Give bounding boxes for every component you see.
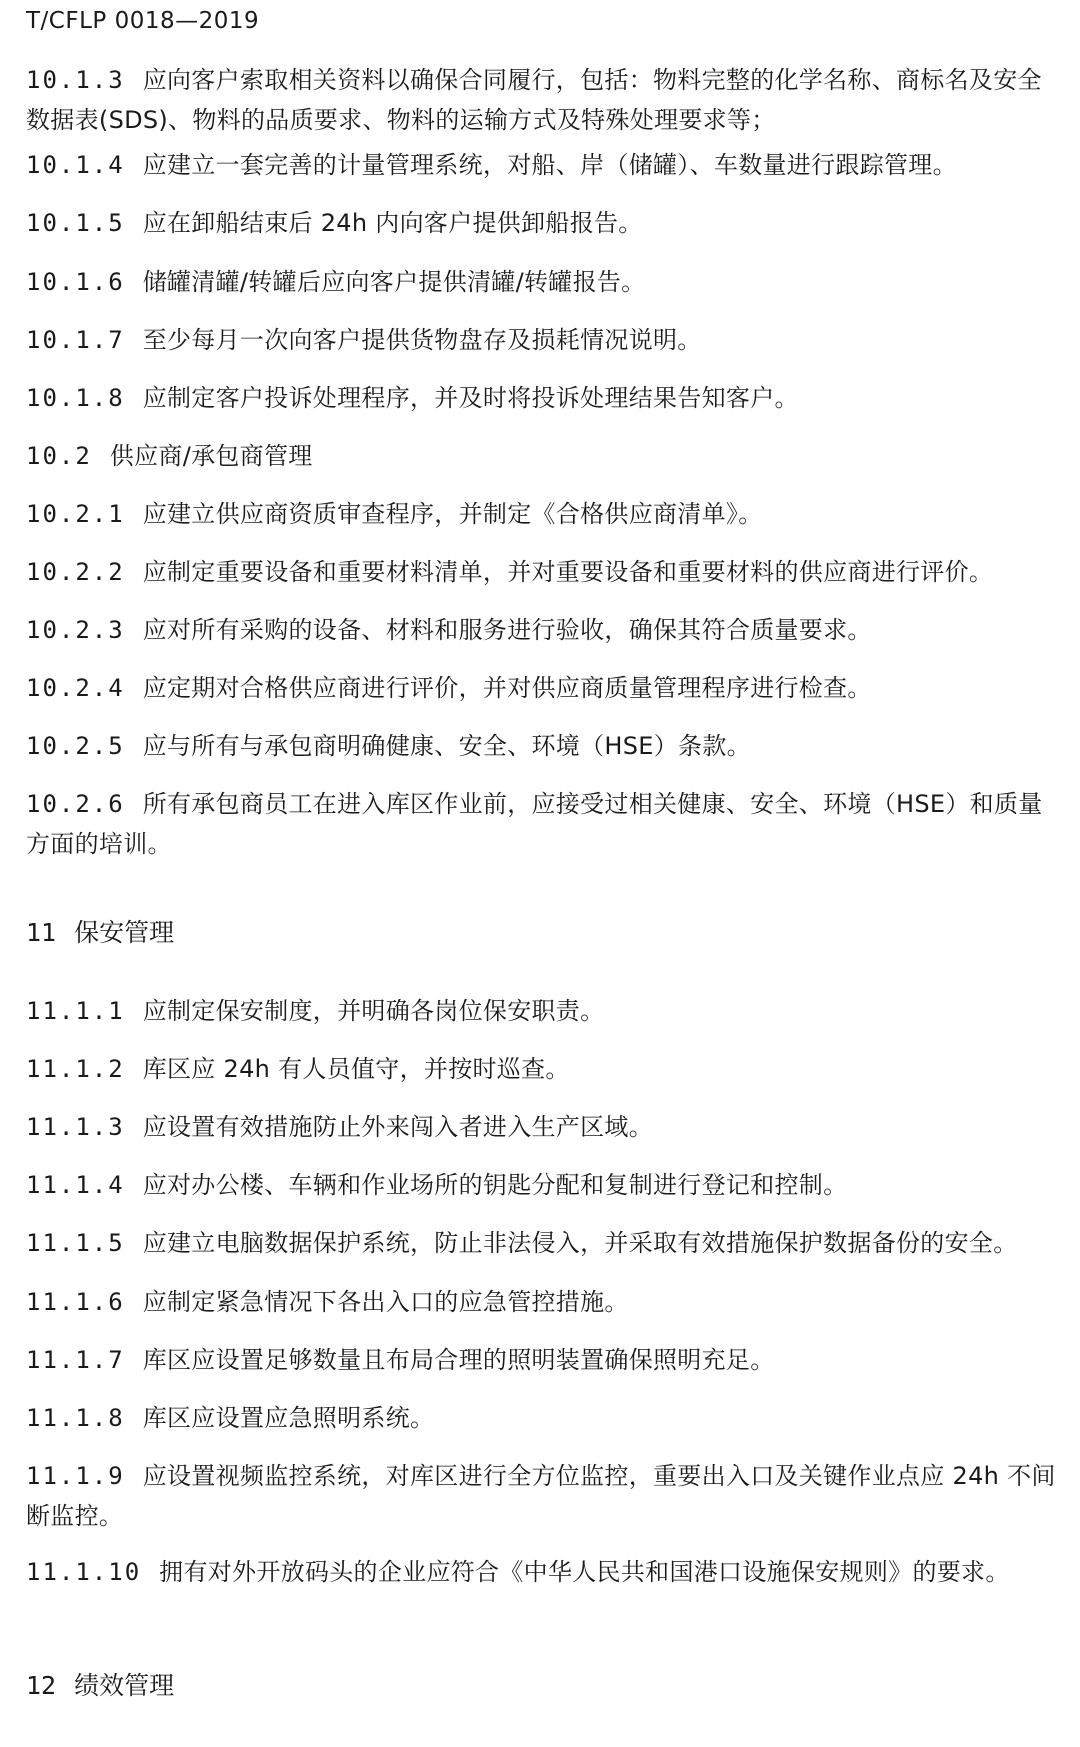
clause-number: 10.1.8 — [26, 384, 125, 412]
clause-text: 应制定客户投诉处理程序，并及时将投诉处理结果告知客户。 — [142, 384, 799, 412]
clause-11-1-6 — [26, 1282, 1056, 1322]
clause-text: 库区应设置足够数量且布局合理的照明装置确保照明充足。 — [142, 1346, 775, 1374]
section-title: 供应商/承包商管理 — [109, 442, 313, 470]
chapter-number: 12 — [26, 1671, 57, 1700]
clause-10-1-3 — [26, 60, 1056, 140]
clause-number: 10.1.6 — [26, 268, 125, 296]
clause-number: 10.2.6 — [26, 790, 125, 818]
clause-number: 11.1.10 — [26, 1558, 142, 1586]
clause-11-1-5 — [26, 1223, 1056, 1263]
document-code: T/CFLP 0018—2019 — [26, 8, 260, 34]
clause-11-1-9 — [26, 1456, 1056, 1536]
chapter-title: 保安管理 — [74, 918, 175, 947]
clause-10-2-2 — [26, 552, 1056, 592]
clause-text: 应制定保安制度，并明确各岗位保安职责。 — [142, 997, 605, 1025]
clause-text: 应制定重要设备和重要材料清单，并对重要设备和重要材料的供应商进行评价。 — [142, 558, 994, 586]
clause-text: 应与所有与承包商明确健康、安全、环境（HSE）条款。 — [142, 732, 751, 760]
clause-text: 应建立电脑数据保护系统，防止非法侵入，并采取有效措施保护数据备份的安全。 — [142, 1229, 1018, 1257]
clause-10-2-1 — [26, 494, 1056, 534]
clause-text: 拥有对外开放码头的企业应符合《中华人民共和国港口设施保安规则》的要求。 — [159, 1558, 1010, 1586]
clause-number: 11.1.9 — [26, 1462, 125, 1490]
clause-10-2-3 — [26, 610, 1056, 650]
clause-number: 10.2.2 — [26, 558, 125, 586]
clause-number: 10.2.5 — [26, 732, 125, 760]
clause-text: 应对办公楼、车辆和作业场所的钥匙分配和复制进行登记和控制。 — [142, 1171, 848, 1199]
clause-text: 储罐清罐/转罐后应向客户提供清罐/转罐报告。 — [142, 268, 646, 296]
clause-number: 10.1.4 — [26, 151, 125, 179]
clause-text: 应对所有采购的设备、材料和服务进行验收，确保其符合质量要求。 — [142, 616, 872, 644]
clause-11-1-10 — [26, 1552, 1056, 1592]
clause-text: 库区应设置应急照明系统。 — [142, 1404, 435, 1432]
clause-10-2-6 — [26, 784, 1056, 864]
chapter-number: 11 — [26, 918, 57, 947]
clause-number: 11.1.2 — [26, 1055, 125, 1083]
clause-text: 库区应 24h 有人员值守，并按时巡查。 — [142, 1055, 570, 1083]
clause-number: 10.1.3 — [26, 66, 125, 94]
clause-text: 应设置有效措施防止外来闯入者进入生产区域。 — [142, 1113, 654, 1141]
section-10-2-heading — [26, 436, 1056, 476]
section-number: 10.2 — [26, 442, 92, 470]
clause-number: 11.1.8 — [26, 1404, 125, 1432]
clause-text: 应向客户索取相关资料以确保合同履行，包括：物料完整的化学名称、商标名及安全数据表(SDS)、物料的品质要求、物料的运输方式及特殊处理要求等； — [26, 66, 1042, 134]
clause-text: 应设置视频监控系统，对库区进行全方位监控，重要出入口及关键作业点应 24h 不间断监控。 — [26, 1462, 1056, 1530]
clause-10-2-5 — [26, 726, 1056, 766]
clause-text: 应建立供应商资质审查程序，并制定《合格供应商清单》。 — [142, 500, 763, 528]
clause-text: 应定期对合格供应商进行评价，并对供应商质量管理程序进行检查。 — [142, 674, 872, 702]
clause-10-1-5 — [26, 203, 1056, 243]
chapter-title: 绩效管理 — [74, 1671, 175, 1700]
clause-number: 10.1.7 — [26, 326, 125, 354]
clause-text: 至少每月一次向客户提供货物盘存及损耗情况说明。 — [142, 326, 702, 354]
clause-number: 11.1.7 — [26, 1346, 125, 1374]
clause-10-1-8 — [26, 378, 1056, 418]
clause-number: 11.1.6 — [26, 1288, 125, 1316]
clause-11-1-3 — [26, 1107, 1056, 1147]
clause-number: 11.1.1 — [26, 997, 125, 1025]
clause-10-2-4 — [26, 668, 1056, 708]
clause-number: 11.1.5 — [26, 1229, 125, 1257]
clause-10-1-4 — [26, 145, 1056, 185]
clause-number: 11.1.4 — [26, 1171, 125, 1199]
clause-10-1-7 — [26, 320, 1056, 360]
clause-number: 10.2.4 — [26, 674, 125, 702]
chapter-12-heading — [26, 1666, 174, 1706]
clause-number: 10.1.5 — [26, 209, 125, 237]
clause-10-1-6 — [26, 262, 1056, 302]
clause-text: 应建立一套完善的计量管理系统，对船、岸（储罐）、车数量进行跟踪管理。 — [142, 151, 957, 179]
clause-11-1-7 — [26, 1340, 1056, 1380]
clause-11-1-8 — [26, 1398, 1056, 1438]
clause-11-1-4 — [26, 1165, 1056, 1205]
clause-number: 11.1.3 — [26, 1113, 125, 1141]
clause-11-1-1 — [26, 991, 1056, 1031]
clause-11-1-2 — [26, 1049, 1056, 1089]
clause-number: 10.2.1 — [26, 500, 125, 528]
clause-text: 所有承包商员工在进入库区作业前，应接受过相关健康、安全、环境（HSE）和质量方面的培训。 — [26, 790, 1043, 858]
clause-text: 应在卸船结束后 24h 内向客户提供卸船报告。 — [142, 209, 643, 237]
clause-number: 10.2.3 — [26, 616, 125, 644]
chapter-11-heading — [26, 913, 174, 953]
clause-text: 应制定紧急情况下各出入口的应急管控措施。 — [142, 1288, 629, 1316]
